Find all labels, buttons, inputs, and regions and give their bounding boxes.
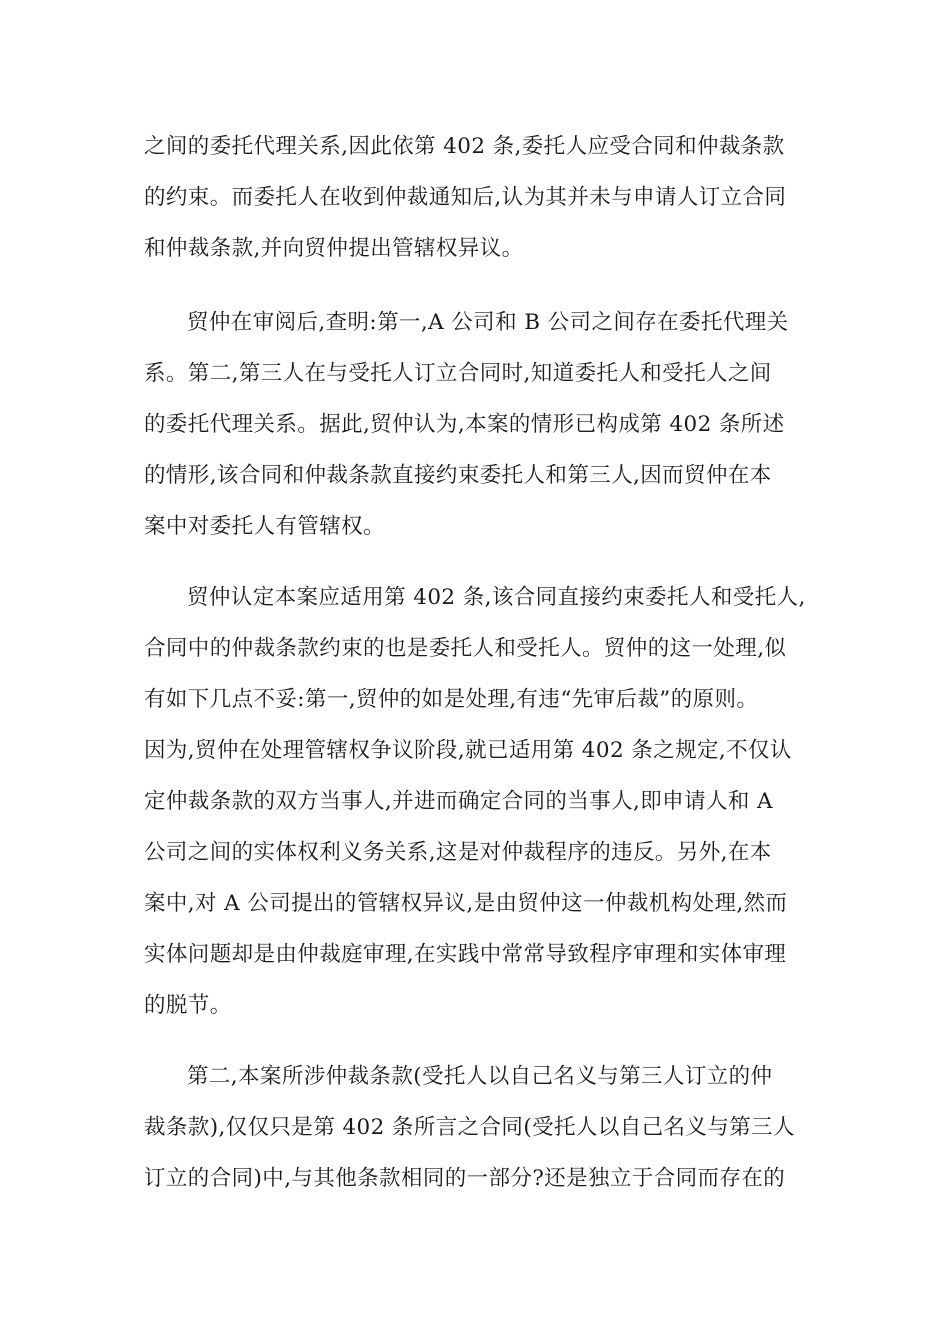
paragraph-2 — [144, 297, 808, 552]
text-line: 的脱节。 — [144, 993, 232, 1018]
text-line: 裁条款),仅仅只是第 402 条所言之合同(受托人以自己名义与第三人 — [144, 1115, 795, 1140]
text-line: 之间的委托代理关系,因此依第 402 条,委托人应受合同和仲裁条款 — [144, 134, 785, 159]
text-line: 有如下几点不妥:第一,贸仲的如是处理,有违“先审后裁”的原则。 — [144, 687, 759, 712]
paragraph-1 — [144, 121, 808, 274]
text-line: 和仲裁条款,并向贸仲提出管辖权异议。 — [144, 236, 524, 261]
text-line: 公司之间的实体权利义务关系,这是对仲裁程序的违反。另外,在本 — [144, 840, 772, 865]
text-line: 的情形,该合同和仲裁条款直接约束委托人和第三人,因而贸仲在本 — [144, 463, 772, 488]
text-line: 因为,贸仲在处理管辖权争议阶段,就已适用第 402 条之规定,不仅认 — [144, 738, 792, 763]
text-line: 案中对委托人有管辖权。 — [144, 514, 385, 539]
text-line: 贸仲在审阅后,查明:第一,A 公司和 B 公司之间存在委托代理关 — [187, 310, 789, 335]
paragraph-4 — [144, 1051, 808, 1204]
text-line: 实体问题却是由仲裁庭审理,在实践中常常导致程序审理和实体审理 — [144, 942, 787, 967]
text-line: 案中,对 A 公司提出的管辖权异议,是由贸仲这一仲裁机构处理,然而 — [144, 891, 788, 916]
text-line: 的委托代理关系。据此,贸仲认为,本案的情形已构成第 402 条所述 — [144, 412, 785, 437]
paragraph-3 — [144, 572, 808, 1031]
text-line: 第二,本案所涉仲裁条款(受托人以自己名义与第三人订立的仲 — [187, 1064, 773, 1089]
text-line: 贸仲认定本案应适用第 402 条,该合同直接约束委托人和受托人, — [187, 585, 806, 610]
text-line: 系。第二,第三人在与受托人订立合同时,知道委托人和受托人之间 — [144, 361, 772, 386]
text-line: 订立的合同)中,与其他条款相同的一部分?还是独立于合同而存在的 — [144, 1166, 786, 1191]
text-line: 合同中的仲裁条款约束的也是委托人和受托人。贸仲的这一处理,似 — [144, 636, 787, 661]
text-line: 定仲裁条款的双方当事人,并进而确定合同的当事人,即申请人和 A — [144, 789, 773, 814]
text-line: 的约束。而委托人在收到仲裁通知后,认为其并未与申请人订立合同 — [144, 185, 787, 210]
